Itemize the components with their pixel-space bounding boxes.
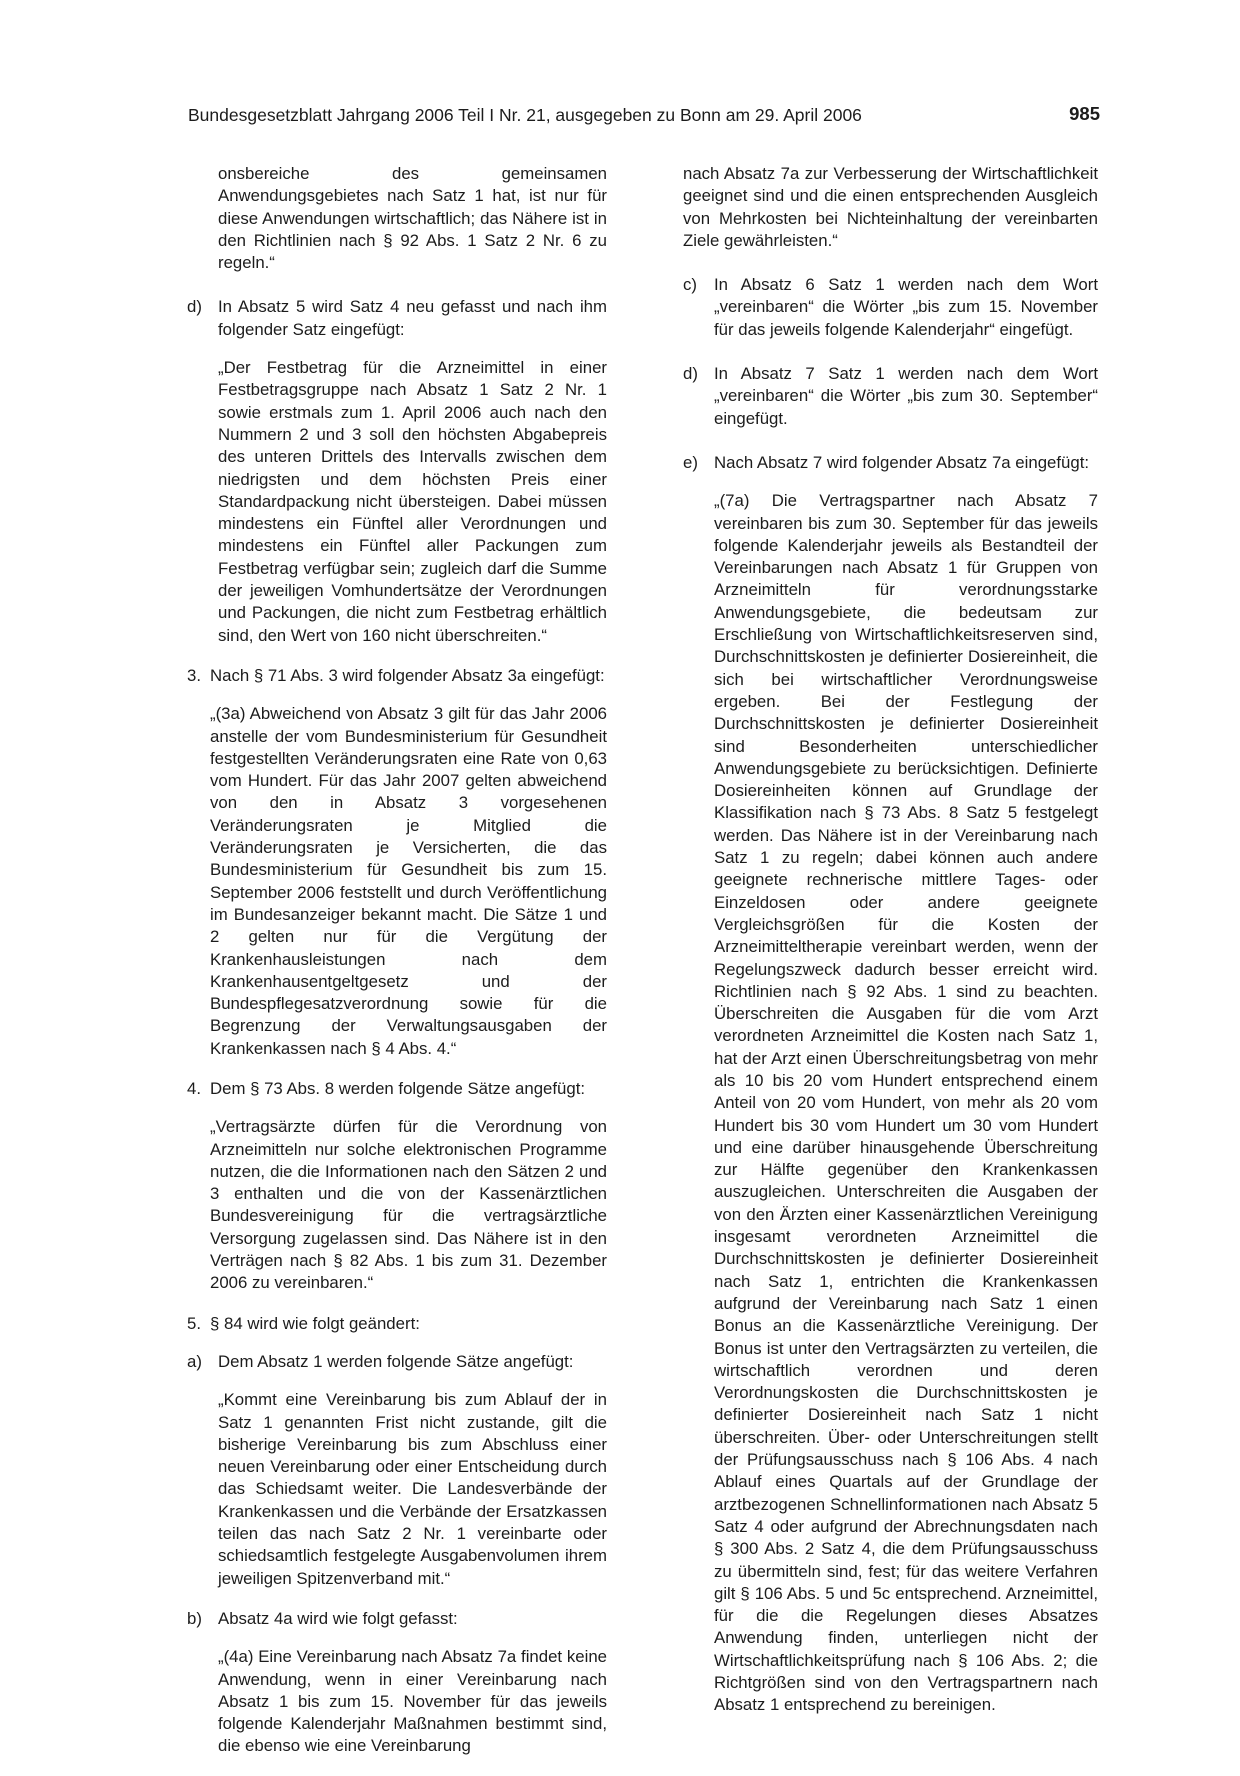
item-b-text: Absatz 4a wird wie folgt gefasst: xyxy=(218,1608,458,1628)
item-e-label: e) xyxy=(683,452,698,472)
item-d-right-label: d) xyxy=(683,364,698,384)
right-column xyxy=(683,163,1098,1735)
page-header xyxy=(188,103,1100,127)
item-4-quote-text: „Vertragsärzte dürfen für die Verordnung von Arzneimitteln nur solche elektronischen Programme nutzen, die die Informationen nach den Sätzen 2 und 3 enthalten und die von der Kassenärztlichen Bundesvereinigung für die vertragsärztliche Versorgung zugelassen sind. Das Nähere ist in den Verträgen nach § 82 Abs. 1 bis zum 31. Dezember 2006 zu vereinbaren.“ xyxy=(210,1117,607,1293)
continued-paragraph xyxy=(187,163,607,274)
item-d-quote-text: „Der Festbetrag für die Arzneimittel in einer Festbetragsgruppe nach Absatz 1 Satz 2 Nr. 1 sowie erstmals zum 1. April 2006 auch nach den Nummern 2 und 3 soll den höchsten Abgabepreis des unteren Drittels des Intervalls zwischen dem niedrigsten und dem höchsten Preis einer Standardpackung nicht übersteigen. Dabei müssen mindestens ein Fünftel aller Verordnungen und mindestens ein Fünftel aller Packungen zum Festbetrag verfügbar sein; zugleich darf die Summe der jeweiligen Vomhundertsätze der Verordnungen und Packungen, die nicht zum Festbetrag erhältlich sind, den Wert von 160 nicht überschreiten.“ xyxy=(218,358,607,645)
item-5 xyxy=(187,1313,607,1335)
item-d xyxy=(187,296,607,341)
page-number: 985 xyxy=(1069,103,1100,124)
item-c-text: In Absatz 6 Satz 1 werden nach dem Wort „vereinbaren“ die Wörter „bis zum 15. November für das jeweils folgende Kalenderjahr“ eingefügt. xyxy=(714,275,1098,339)
item-4-text: Dem § 73 Abs. 8 werden folgende Sätze angefügt: xyxy=(210,1078,586,1098)
item-a-quote xyxy=(187,1389,607,1590)
item-3-label: 3. xyxy=(187,665,201,685)
item-e-text: Nach Absatz 7 wird folgender Absatz 7a eingefügt: xyxy=(714,452,1090,472)
item-d-right-text: In Absatz 7 Satz 1 werden nach dem Wort „vereinbaren“ die Wörter „bis zum 30. September“ eingefügt. xyxy=(714,364,1098,428)
item-b-quote-text: „(4a) Eine Vereinbarung nach Absatz 7a findet keine Anwendung, wenn in einer Vereinbarung nach Absatz 1 bis zum 15. November für das jeweils folgende Kalenderjahr Maßnahmen bestimmt sind, die ebenso wie eine Vereinbarung xyxy=(218,1647,607,1756)
continued-text-right: nach Absatz 7a zur Verbesserung der Wirtschaftlichkeit geeignet sind und die einen entsprechenden Ausgleich von Mehrkosten bei Nichteinhaltung der vereinbarten Ziele gewährleisten.“ xyxy=(683,164,1098,250)
item-5-label: 5. xyxy=(187,1313,201,1333)
item-3-text: Nach § 71 Abs. 3 wird folgender Absatz 3a eingefügt: xyxy=(210,665,605,685)
header-title: Bundesgesetzblatt Jahrgang 2006 Teil I Nr. 21, ausgegeben zu Bonn am 29. April 2006 xyxy=(188,105,862,125)
item-b-label: b) xyxy=(187,1608,202,1628)
item-a xyxy=(187,1351,607,1373)
continued-paragraph-right xyxy=(683,163,1098,252)
item-4-label: 4. xyxy=(187,1078,201,1098)
item-a-text: Dem Absatz 1 werden folgende Sätze angefügt: xyxy=(218,1351,574,1371)
item-b-quote xyxy=(187,1646,607,1757)
item-d-label: d) xyxy=(187,297,202,317)
item-c-label: c) xyxy=(683,275,697,295)
item-3-quote xyxy=(187,703,607,1060)
left-column xyxy=(187,163,607,1776)
item-b xyxy=(187,1608,607,1630)
item-3-quote-text: „(3a) Abweichend von Absatz 3 gilt für das Jahr 2006 anstelle der vom Bundesministerium für Gesundheit festgestellten Veränderungsraten eine Rate von 0,63 vom Hundert. Für das Jahr 2007 gelten abweichend von den in Absatz 3 vorgesehenen Veränderungsraten je Mitglied die Veränderungsraten je Versicherten, die das Bundesministerium für Gesundheit bis zum 15. September 2006 feststellt und durch Veröffentlichung im Bundesanzeiger bekannt macht. Die Sätze 1 und 2 gelten nur für die Vergütung der Krankenhausleistungen nach dem Krankenhausentgeltgesetz und der Bundespflegesatzverordnung sowie für die Begrenzung der Verwaltungsausgaben der Krankenkassen nach § 4 Abs. 4.“ xyxy=(210,704,607,1058)
item-e xyxy=(683,452,1098,474)
item-e-quote-text: „(7a) Die Vertragspartner nach Absatz 7 vereinbaren bis zum 30. September für das jeweils folgende Kalenderjahr jeweils als Bestandteil der Vereinbarungen nach Absatz 1 für Gruppen von Arzneimitteln für verordnungsstarke Anwendungsgebiete, die bedeutsam zur Erschließung von Wirtschaftlichkeitsreserven sind, Durchschnittskosten je definierter Dosiereinheit, die sich bei wirtschaftlicher Verordnungsweise ergeben. Bei der Festlegung der Durchschnittskosten je definierter Dosiereinheit sind Besonderheiten unterschiedlicher Anwendungsgebiete zu berücksichtigen. Definierte Dosiereinheiten können auf Grundlage der Klassifikation nach § 73 Abs. 8 Satz 5 festgelegt werden. Das Nähere ist in der Vereinbarung nach Satz 1 zu regeln; dabei können auch andere geeignete rechnerische mittlere Tages- oder Einzeldosen oder andere geeignete Vergleichsgrößen für die Kosten der Arzneimitteltherapie vereinbart werden, wenn der Regelungszweck dadurch besser erreicht wird. Richtlinien nach § 92 Abs. 1 sind zu beachten. Überschreiten die Ausgaben für die vom Arzt verordneten Arzneimittel die Kosten nach Satz 1, hat der Arzt einen Überschreitungsbetrag von mehr als 10 bis 20 vom Hundert entsprechend einem Anteil von 20 vom Hundert, von mehr als 20 vom Hundert bis 30 vom Hundert um 30 vom Hundert und eine darüber hinausgehende Überschreitung zur Hälfte gegenüber den Krankenkassen auszugleichen. Unterschreiten die Ausgaben der von den Ärzten einer Kassenärztlichen Vereinigung insgesamt verordneten Arzneimittel die Durchschnittskosten je definierter Dosiereinheit nach Satz 1, entrichten die Krankenkassen aufgrund der Vereinbarung nach Satz 1 einen Bonus an die Kassenärztliche Vereinigung. Der Bonus ist unter den Vertragsärzten zu verteilen, die wirtschaftlich verordnen und deren Verordnungskosten die Durchschnittskosten je definierter Dosiereinheit nach Satz 1 nicht überschreiten. Über- oder Unterschreitungen stellt der Prüfungsausschuss nach § 106 Abs. 4 nach Ablauf eines Quartals auf der Grundlage der arztbezogenen Schnellinformationen nach Absatz 5 Satz 4 oder aufgrund der Abrechnungsdaten nach § 300 Abs. 2 Satz 4, die dem Prüfungsausschuss zu übermitteln sind, fest; für das weitere Verfahren gilt § 106 Abs. 5 und 5c entsprechend. Arzneimittel, für die die Regelungen dieses Absatzes Anwendung finden, unterliegen nicht der Wirtschaftlichkeitsprüfung nach § 106 Abs. 2; die Richtgrößen sind von den Vertragspartnern nach Absatz 1 entsprechend zu bereinigen. xyxy=(714,491,1098,1715)
item-d-quote xyxy=(187,357,607,647)
item-c xyxy=(683,274,1098,341)
item-e-quote xyxy=(683,490,1098,1716)
item-4-quote xyxy=(187,1116,607,1294)
item-a-quote-text: „Kommt eine Vereinbarung bis zum Ablauf der in Satz 1 genannten Frist nicht zustande, gilt die bisherige Vereinbarung bis zum Abschluss einer neuen Vereinbarung oder einer Entscheidung durch das Schiedsamt weiter. Die Landesverbände der Krankenkassen und die Verbände der Ersatzkassen teilen das nach Satz 2 Nr. 1 vereinbarte oder schiedsamtlich festgelegte Ausgabenvolumen ihrem jeweiligen Spitzenverband mit.“ xyxy=(218,1390,607,1588)
item-5-text: § 84 wird wie folgt geändert: xyxy=(210,1313,420,1333)
item-4 xyxy=(187,1078,607,1100)
item-d-text: In Absatz 5 wird Satz 4 neu gefasst und nach ihm folgender Satz eingefügt: xyxy=(218,297,607,339)
item-a-label: a) xyxy=(187,1351,202,1371)
continued-text: onsbereiche des gemeinsamen Anwendungsgebietes nach Satz 1 hat, ist nur für diese Anwendungen wirtschaftlich; das Nähere ist in den Richtlinien nach § 92 Abs. 1 Satz 2 Nr. 6 zu regeln.“ xyxy=(218,164,607,273)
item-3 xyxy=(187,665,607,687)
item-d-right xyxy=(683,363,1098,430)
